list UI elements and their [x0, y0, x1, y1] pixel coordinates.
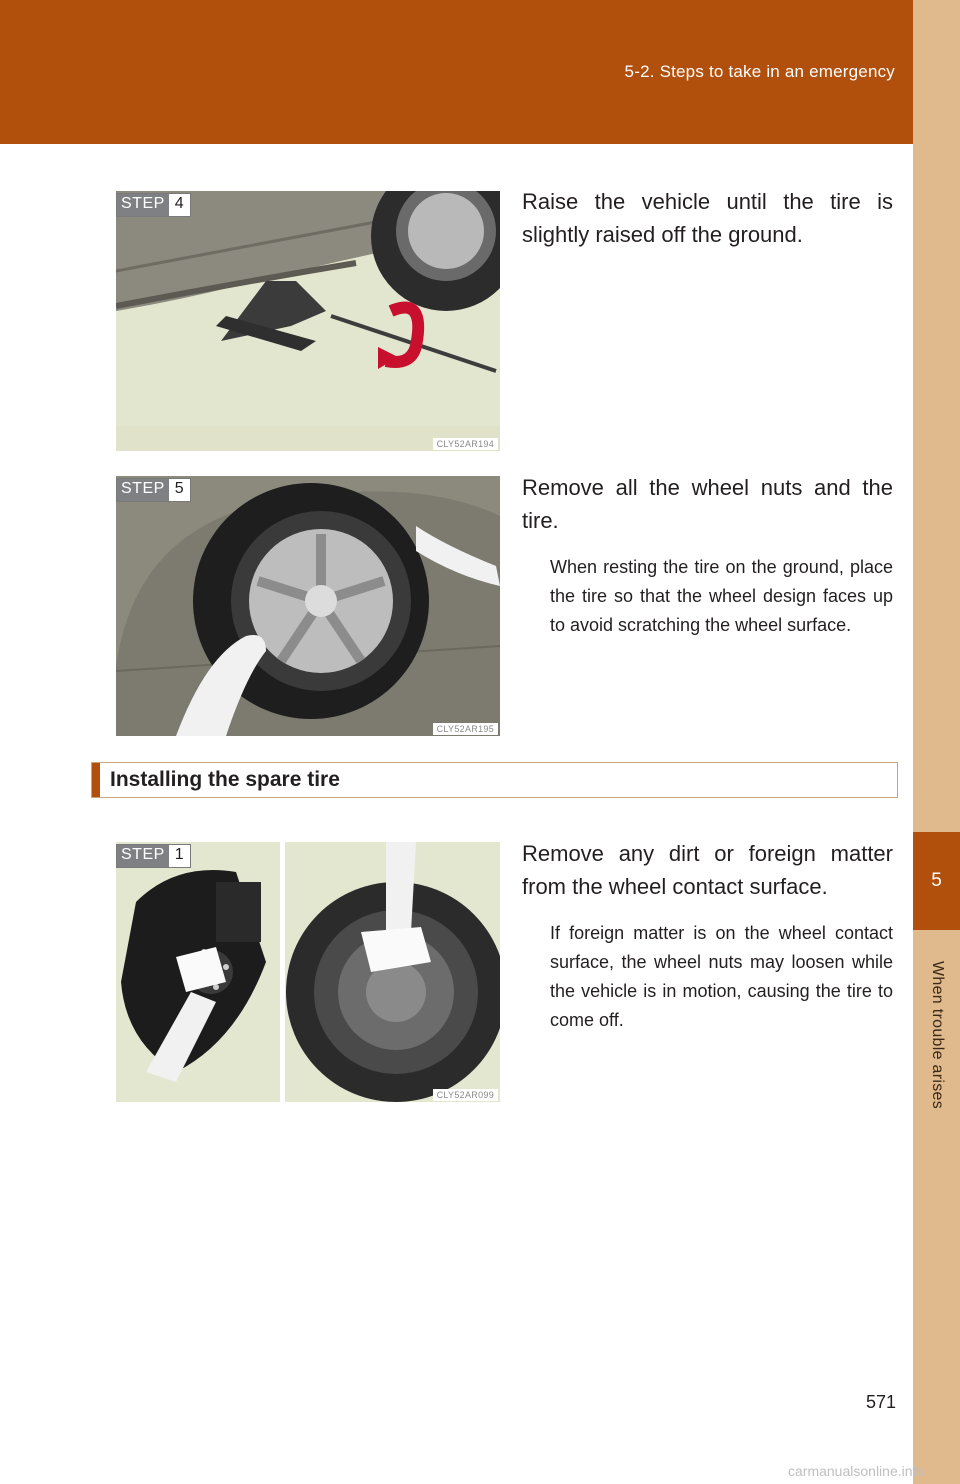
chapter-number-tab[interactable]: 5 [913, 832, 960, 930]
wheel-cleaning-drawing [116, 842, 500, 1102]
page-number: 571 [866, 1392, 897, 1412]
watermark: carmanualsonline.info [788, 1463, 925, 1479]
step-note: If foreign matter is on the wheel contact surface, the wheel nuts may loosen while the vehicle is in motion, causing the tire to come off. [550, 923, 893, 1030]
step-badge [116, 844, 191, 868]
step-instruction: Remove all the wheel nuts and the tire. [522, 475, 893, 533]
step-number: 5 [169, 479, 190, 501]
figure-code: CLY52AR099 [433, 1089, 498, 1101]
section-heading [91, 762, 898, 798]
chapter-tab-strip [913, 0, 960, 1484]
step-instruction: Remove any dirt or foreign matter from the wheel contact surface. [522, 841, 893, 899]
step-word: STEP [117, 845, 169, 867]
figure-code: CLY52AR195 [433, 723, 498, 735]
step-number: 4 [169, 194, 190, 216]
step-word: STEP [117, 479, 169, 501]
section-title: Installing the spare tire [110, 768, 340, 791]
wheel-cleaning-illustration [116, 842, 500, 1102]
jack-drawing [116, 191, 500, 451]
step-note: When resting the tire on the ground, place the tire so that the wheel design faces up to avoid scratching the wheel surface. [550, 557, 893, 635]
step-number: 1 [169, 845, 190, 867]
step-word: STEP [117, 194, 169, 216]
tire-removal-illustration [116, 476, 500, 736]
section-heading-bar [92, 763, 100, 797]
step-instruction: Raise the vehicle until the tire is slightly raised off the ground. [522, 189, 893, 247]
jack-illustration [116, 191, 500, 451]
step-badge [116, 193, 191, 217]
page-header [0, 0, 913, 144]
tire-removal-drawing [116, 476, 500, 736]
section-breadcrumb: 5-2. Steps to take in an emergency [624, 62, 895, 81]
figure-code: CLY52AR194 [433, 438, 498, 450]
chapter-label-text: When trouble arises [929, 961, 946, 1109]
step-badge [116, 478, 191, 502]
